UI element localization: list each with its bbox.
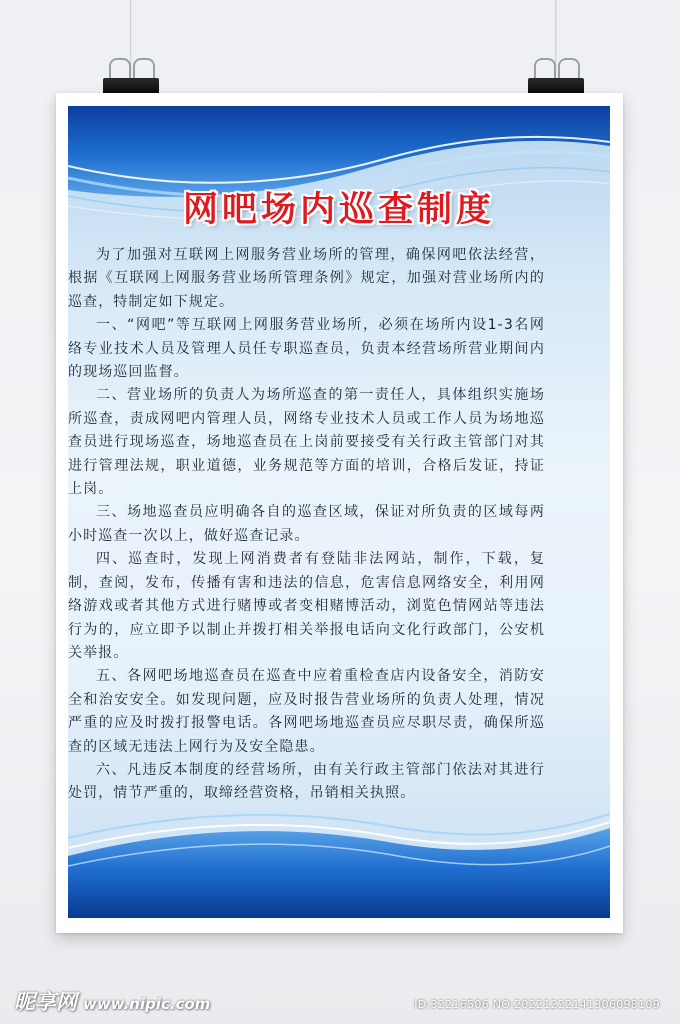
- rule-paragraph-6: 六、凡违反本制度的经营场所，由有关行政主管部门依法对其进行处罚，情节严重的，取缔经营资格，吊销相关执照。: [68, 761, 545, 802]
- intro-paragraph: 为了加强对互联网上网服务营业场所的管理，确保网吧依法经营，根据《互联网上网服务营业场所管理条例》规定，加强对营业场所内的巡查，特制定如下规定。: [68, 247, 545, 310]
- watermark-id: ID:32216506 NO:20221222141306098109: [414, 998, 660, 1011]
- regulation-body: [68, 244, 545, 806]
- watermark-brand: [14, 986, 210, 1016]
- watermark-site: www.nipic.com: [83, 995, 211, 1013]
- bottom-wave-decoration: [68, 798, 610, 918]
- rule-paragraph-2: 二、营业场所的负责人为场所巡查的第一责任人，具体组织实施场所巡查，责成网吧内管理人员，网络专业技术人员或工作人员为场地巡查员进行现场巡查，场地巡查员在上岗前要接受有关行政主管部门对其进行管理法规，职业道德，业务规范等方面的培训，合格后发证，持证上岗。: [68, 387, 545, 498]
- rule-paragraph-1: 一、“网吧”等互联网上网服务营业场所，必须在场所内设1-3名网络专业技术人员及管理人员任专职巡查员，负责本经营场所营业期间内的现场巡回监督。: [68, 317, 545, 381]
- poster-title: 网吧场内巡查制度: [182, 190, 495, 230]
- rule-paragraph-3: 三、场地巡查员应明确各自的巡查区域，保证对所负责的区域每两小时巡查一次以上，做好巡查记录。: [68, 504, 545, 544]
- rule-paragraph-5: 五、各网吧场地巡查员在巡查中应着重检查店内设备安全，消防安全和治安安全。如发现问题，应及时报告营业场所的负责人处理，情况严重的应及时拨打报警电话。各网吧场地巡查员应尽职尽责，确保所巡查的区域无违法上网行为及安全隐患。: [68, 668, 545, 755]
- rule-paragraph-4: 四、巡查时，发现上网消费者有登陆非法网站，制作，下载，复制，查阅，发布，传播有害和违法的信息，危害信息网络安全，利用网络游戏或者其他方式进行赌博或者变相赌博活动，浏览色情网站等违法行为的，应立即予以制止并拨打相关举报电话向文化行政部门，公安机关举报。: [68, 551, 545, 661]
- watermark-brand-name: 昵享网: [14, 990, 77, 1014]
